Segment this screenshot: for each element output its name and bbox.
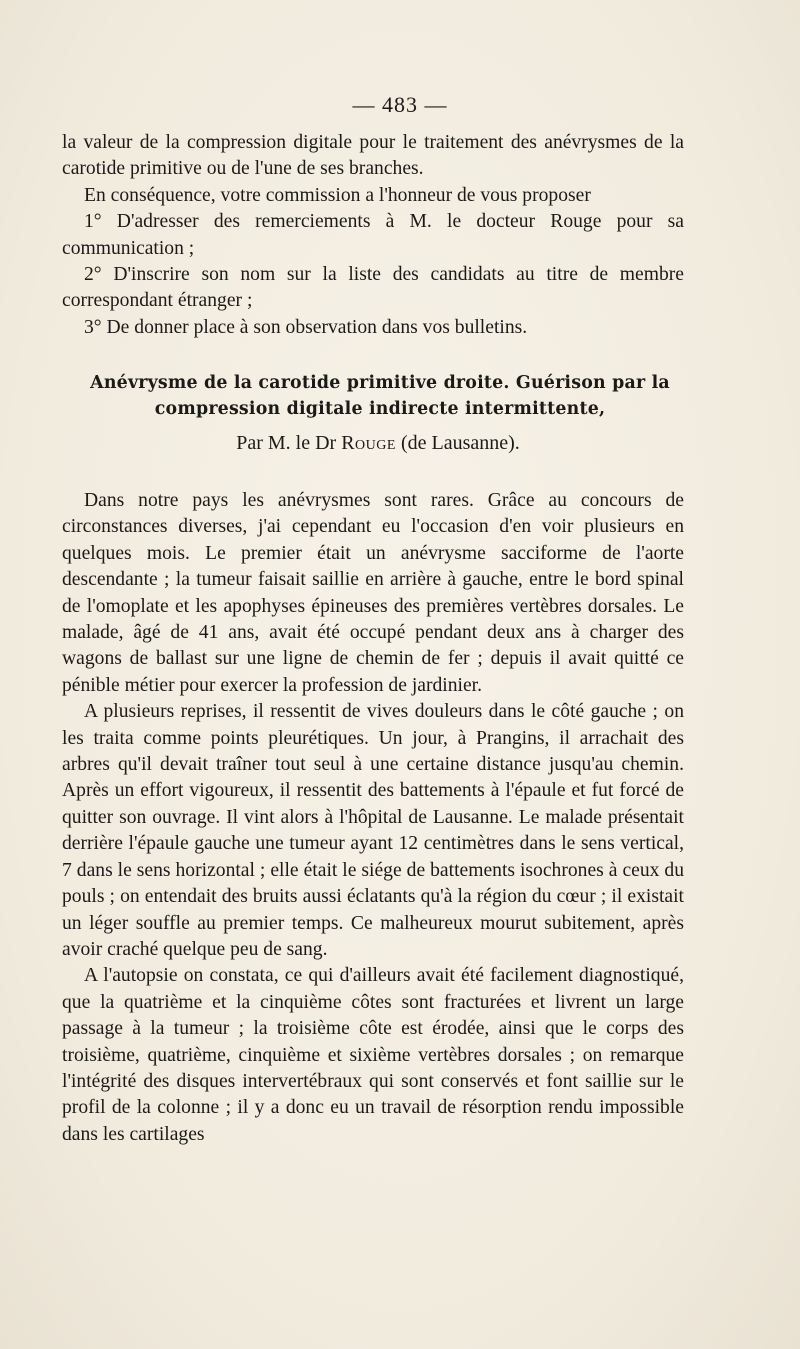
paragraph: A plusieurs reprises, il ressentit de vives douleurs dans le côté gauche ; on les traita comme points pleurétiques. Un jour, à Prangins, il arrachait des arbres qu'il devait traîner tout seul à une certaine distance jusqu'au chemin. Après un effort vigoureux, il ressentit des battements à l'épaule et fut forcé de quitter son ouvrage. Il vint alors à l'hôpital de Lausanne. Le malade présentait derrière l'épaule gauche une tumeur ayant 12 centimètres dans le sens vertical, 7 dans le sens horizontal ; elle était le siége de battements isochrones à ceux du pouls ; on entendait des bruits aussi éclatants qu'à la région du cœur ; il existait un léger souffle au premier temps. Ce malheureux mourut subitement, après avoir craché quelque peu de sang. (62, 701, 684, 960)
byline-author: Rouge (341, 432, 396, 454)
article-body (62, 488, 684, 1148)
paragraph: la valeur de la compression digitale pour le traitement des anévrysmes de la carotide primitive ou de l'une de ses branches. (62, 132, 684, 180)
byline-suffix: (de Lausanne). (400, 432, 520, 454)
commission-conclusion (62, 130, 684, 341)
article-byline (60, 432, 696, 455)
page-number: — 483 — (352, 92, 448, 117)
article-title: Anévrysme de la carotide primitive droite. Guérison par la compression digitale indirecte intermittente, (90, 373, 670, 419)
paragraph: Dans notre pays les anévrysmes sont rares. Grâce au concours de circonstances diverses, j'ai cependant eu l'occasion d'en voir plusieurs en quelques mois. Le premier était un anévrysme sacciforme de l'aorte descendante ; la tumeur faisait saillie en arrière à gauche, entre le bord spinal de l'omoplate et les apophyses épineuses des premières vertèbres dorsales. Le malade, âgé de 41 ans, avait été occupé pendant deux ans à charger des wagons de ballast sur une ligne de chemin de fer ; depuis il avait quitté ce pénible métier pour exercer la profession de jardinier. (62, 490, 684, 696)
paragraph: 2° D'inscrire son nom sur la liste des candidats au titre de membre correspondant étranger ; (62, 264, 684, 312)
byline-prefix: Par M. le Dr (236, 432, 337, 454)
paragraph: En conséquence, votre commission a l'honneur de vous proposer (84, 184, 591, 206)
paragraph: 3° De donner place à son observation dans vos bulletins. (84, 316, 528, 338)
paragraph: 1° D'adresser des remerciements à M. le docteur Rouge pour sa communication ; (62, 211, 684, 259)
paragraph: A l'autopsie on constata, ce qui d'ailleurs avait été facilement diagnostiqué, que la quatrième et la cinquième côtes sont fracturées et livrent un large passage à la tumeur ; la troisième côte est érodée, ainsi que le corps des troisième, quatrième, cinquième et sixième vertèbres dorsales ; on remarque l'intégrité des disques intervertébraux qui sont conservés et font saillie sur le profil de la colonne ; il y a donc eu un travail de résorption rendu impossible dans les cartilages (62, 965, 684, 1145)
